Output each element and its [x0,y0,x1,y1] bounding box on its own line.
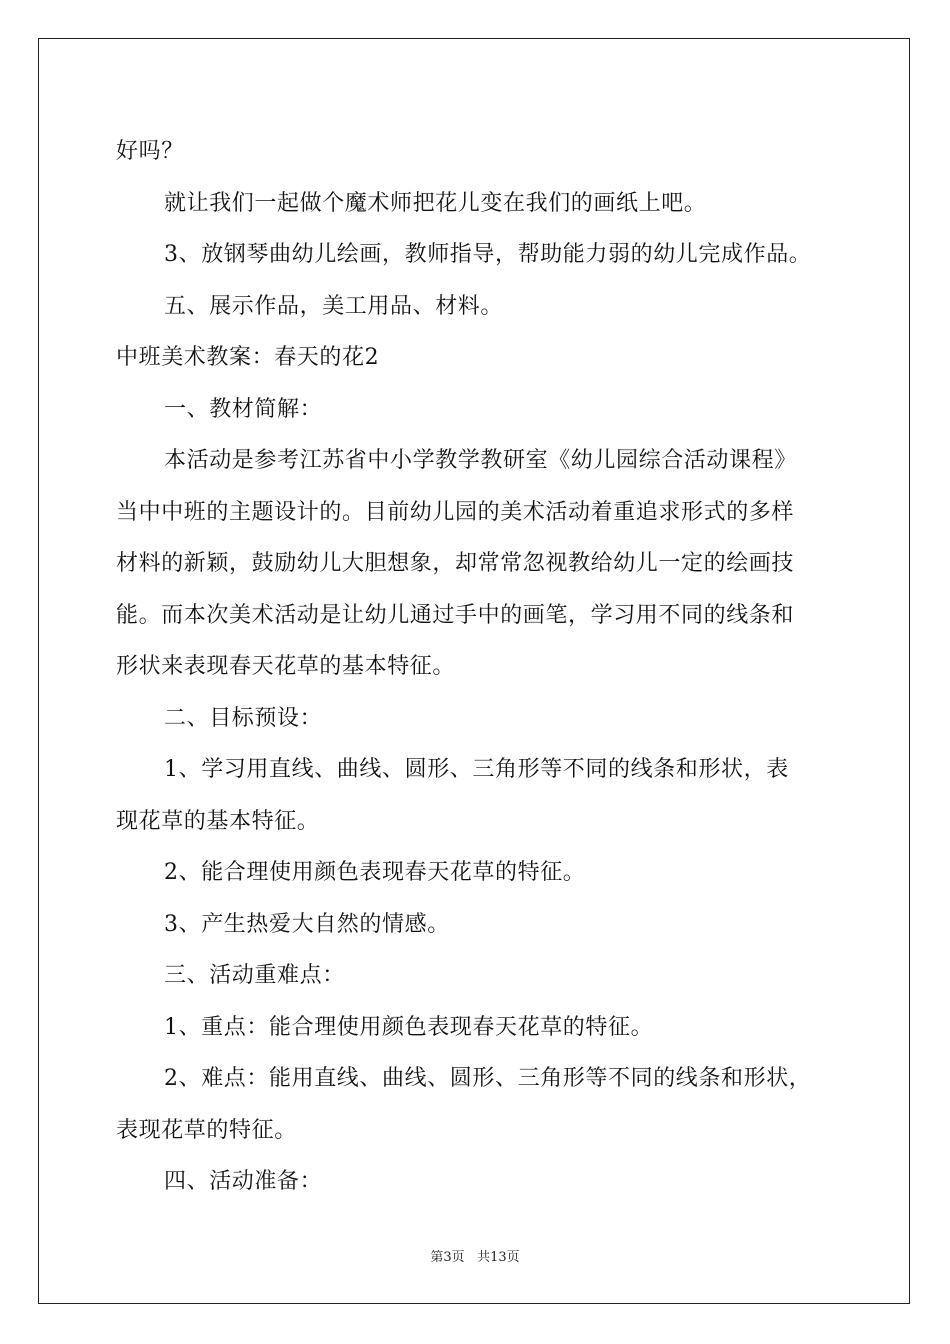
text-line-16: 3、产生热爱大自然的情感。 [164,911,450,937]
heading-key-points: 三、活动重难点： [164,963,345,988]
text-line-3: 3、放钢琴曲幼儿绘画，教师指导，帮助能力弱的幼儿完成作品。 [164,242,812,267]
document-body [116,126,846,1208]
text-line-14: 现花草的基本特征。 [116,808,320,834]
page-footer [0,1246,950,1265]
page-total: 共13页 [477,1250,520,1265]
text-line-15: 2、能合理使用颜色表现春天花草的特征。 [164,860,586,885]
page-number: 第3页 [430,1250,465,1265]
heading-goals: 二、目标预设： [164,705,323,731]
text-line-13: 1、学习用直线、曲线、圆形、三角形等不同的线条和形状，表 [164,757,789,782]
heading-teaching-material: 一、教材简解： [164,396,323,422]
text-line-8: 当中中班的主题设计的。目前幼儿园的美术活动着重追求形式的多样 [116,499,795,525]
text-line-7: 本活动是参考江苏省中小学教学教研室《幼儿园综合活动课程》 [164,448,797,473]
text-line-18: 1、重点：能合理使用颜色表现春天花草的特征。 [164,1014,654,1040]
text-line-20: 表现花草的特征。 [116,1117,297,1143]
text-line-19: 2、难点：能用直线、曲线、圆形、三角形等不同的线条和形状， [164,1066,812,1091]
text-line-2: 就让我们一起做个魔术师把花儿变在我们的画纸上吧。 [164,190,707,216]
heading-preparation: 四、活动准备： [164,1169,323,1194]
text-line-11: 形状来表现春天花草的基本特征。 [116,654,456,679]
section-title: 中班美术教案：春天的花2 [116,345,380,370]
text-line-1: 好吗？ [116,139,184,164]
text-line-10: 能。而本次美术活动是让幼儿通过手中的画笔，学习用不同的线条和 [116,602,795,628]
text-line-4: 五、展示作品，美工用品、材料。 [164,293,504,319]
text-line-9: 材料的新颖，鼓励幼儿大胆想象，却常常忽视教给幼儿一定的绘画技 [116,551,795,576]
